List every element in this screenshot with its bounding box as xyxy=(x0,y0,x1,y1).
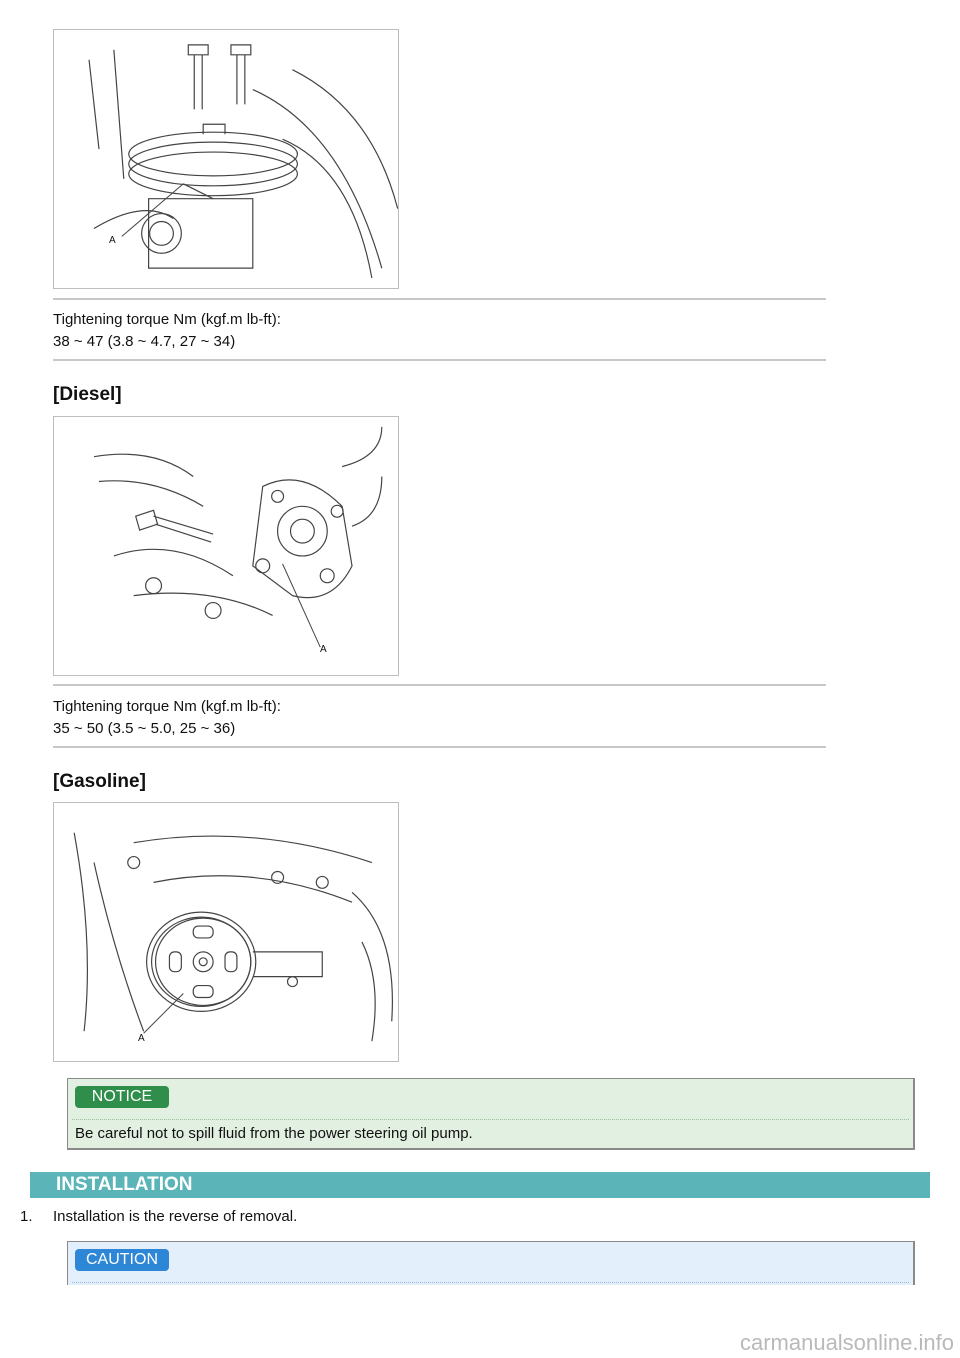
caution-divider xyxy=(72,1282,909,1283)
torque-spec-label: Tightening torque Nm (kgf.m lb-ft): xyxy=(53,698,281,715)
torque-spec-value: 35 ~ 50 (3.5 ~ 5.0, 25 ~ 36) xyxy=(53,720,236,737)
torque-spec-1 xyxy=(53,309,281,353)
footer-watermark: carmanualsonline.info xyxy=(739,1330,954,1355)
torque-spec-value: 38 ~ 47 (3.8 ~ 4.7, 27 ~ 34) xyxy=(53,333,236,350)
heading-gasoline: [Gasoline] xyxy=(53,771,146,792)
figure-callout-label: A xyxy=(138,1033,145,1044)
torque-spec-label: Tightening torque Nm (kgf.m lb-ft): xyxy=(53,311,281,328)
step-text: Installation is the reverse of removal. xyxy=(53,1208,298,1225)
divider xyxy=(53,746,826,748)
divider xyxy=(53,359,826,361)
notice-divider xyxy=(72,1119,909,1120)
figure-diesel-pump xyxy=(53,416,399,676)
figure-callout-label: A xyxy=(320,644,327,655)
caution-box xyxy=(67,1241,915,1285)
figure-gasoline-pump-pulley xyxy=(53,802,399,1062)
installation-step xyxy=(20,1208,297,1225)
heading-diesel: [Diesel] xyxy=(53,384,122,405)
step-number: 1. xyxy=(20,1208,33,1225)
figure-callout-label: A xyxy=(109,235,116,246)
notice-box xyxy=(67,1078,915,1150)
divider xyxy=(53,298,826,300)
section-header-installation: INSTALLATION xyxy=(30,1172,930,1198)
notice-badge: NOTICE xyxy=(75,1086,169,1108)
torque-spec-2 xyxy=(53,696,281,740)
notice-text: Be careful not to spill fluid from the power steering oil pump. xyxy=(75,1125,473,1142)
caution-badge: CAUTION xyxy=(75,1249,169,1271)
figure-pump-pulley-bolts xyxy=(53,29,399,289)
divider xyxy=(53,684,826,686)
